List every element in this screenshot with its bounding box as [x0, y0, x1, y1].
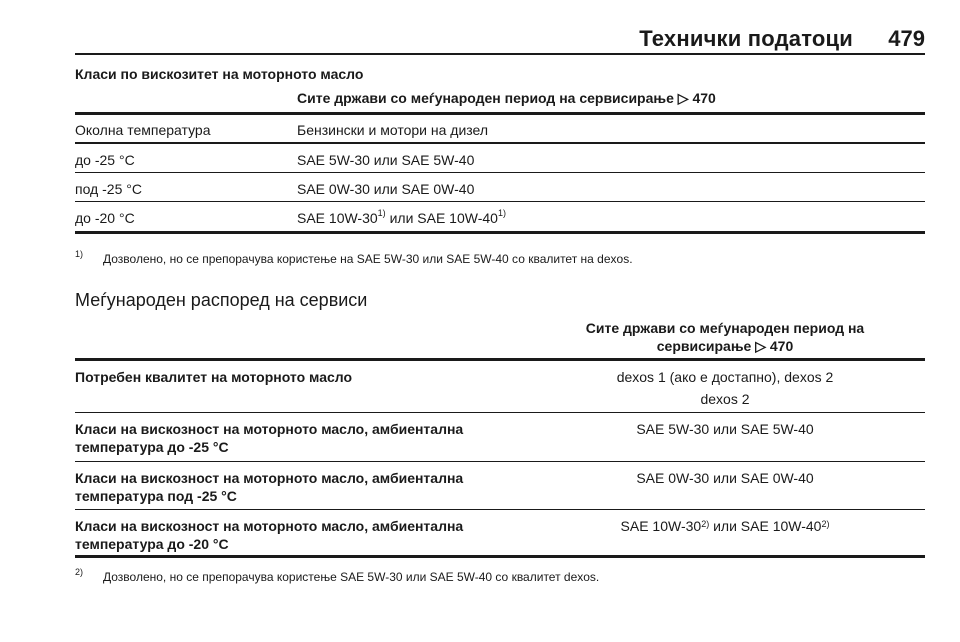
viscosity-table-header: [297, 90, 716, 107]
oil-grade-connector: или SAE 10W-40: [385, 210, 498, 226]
viscosity-section-title: Класи по вискозитет на моторното масло: [75, 66, 364, 82]
service-row-value: SAE 5W-30 или SAE 5W-40: [636, 421, 814, 437]
footnote-ref: 1): [377, 208, 386, 218]
label-line: Класи на вискозност на моторното масло, амбиентална: [75, 421, 464, 437]
footnote-mark: 1): [75, 249, 84, 259]
table-rule: [75, 231, 925, 234]
triangle-right-icon: ▷: [755, 338, 766, 354]
service-table-header: [545, 319, 905, 355]
label-line: температура под -25 °C: [75, 488, 237, 504]
service-header-line2-wrap: [545, 337, 905, 355]
table-rule: [75, 358, 925, 361]
service-value-line1: dexos 1 (ако е достапно), dexos 2: [616, 369, 834, 385]
viscosity-header-text: Сите држави со меѓународен период на сервисирање: [297, 90, 674, 106]
service-row-label: [75, 469, 515, 505]
table-rule: [75, 555, 925, 558]
table-cell-oil: SAE 5W-30 или SAE 5W-40: [297, 152, 475, 168]
service-header-ref: 470: [769, 338, 794, 354]
footnote-ref: 2): [821, 519, 830, 529]
footnote-1: [75, 249, 925, 268]
label-line: температура до -25 °C: [75, 439, 229, 455]
page-title: Технички податоци: [639, 26, 853, 51]
table-cell-temp: до -20 °C: [75, 210, 135, 226]
service-section-heading: Меѓународен распоред на сервиси: [75, 290, 368, 310]
footnote-text: Дозволено, но се препорачува користење на SAE 5W-30 или SAE 5W-40 со квалитет на dexos.: [103, 252, 633, 266]
oil-grade-a: SAE 10W-30: [297, 210, 378, 226]
service-row-value: [545, 517, 905, 535]
oil-grade-a: SAE 10W-30: [620, 518, 702, 534]
service-row-label: [75, 420, 515, 456]
col-header-engines: Бензински и мотори на дизел: [297, 122, 489, 138]
table-cell-temp: до -25 °C: [75, 152, 135, 168]
oil-grade-connector: или SAE 10W-40: [709, 518, 822, 534]
viscosity-header-ref: 470: [692, 90, 716, 106]
service-row-label: [75, 517, 515, 553]
table-rule: [75, 112, 925, 115]
triangle-right-icon: ▷: [677, 90, 689, 106]
service-value-line2: dexos 2: [700, 391, 750, 407]
header-divider: [75, 53, 925, 55]
footnote-ref: 1): [497, 208, 506, 218]
table-rule: [75, 201, 925, 202]
service-row-label: Потребен квалитет на моторното масло: [75, 369, 353, 385]
page-number: 479: [888, 26, 925, 51]
footnote-text: Дозволено, но се препорачува користење SAE 5W-30 или SAE 5W-40 со квалитет dexos.: [103, 570, 600, 584]
footnote-mark: 2): [75, 567, 84, 577]
service-header-line2: сервисирање: [656, 338, 752, 354]
footnote-ref: 2): [701, 519, 710, 529]
label-line: температура до -20 °C: [75, 536, 229, 552]
service-row-value: [545, 368, 905, 408]
table-rule: [75, 461, 925, 462]
footnote-2: [75, 567, 925, 586]
page-header: [75, 26, 925, 54]
col-header-temperature: Околна температура: [75, 122, 211, 138]
label-line: Класи на вискозност на моторното масло, амбиентална: [75, 518, 464, 534]
service-header-line1: Сите држави со меѓународен период на: [585, 320, 865, 336]
table-cell-oil: [297, 210, 506, 226]
service-row-value: SAE 0W-30 или SAE 0W-40: [636, 470, 814, 486]
table-rule: [75, 412, 925, 413]
table-cell-temp: под -25 °C: [75, 181, 142, 197]
table-rule: [75, 509, 925, 510]
table-rule: [75, 142, 925, 144]
table-rule: [75, 172, 925, 173]
table-cell-oil: SAE 0W-30 или SAE 0W-40: [297, 181, 475, 197]
label-line: Класи на вискозност на моторното масло, амбиентална: [75, 470, 464, 486]
